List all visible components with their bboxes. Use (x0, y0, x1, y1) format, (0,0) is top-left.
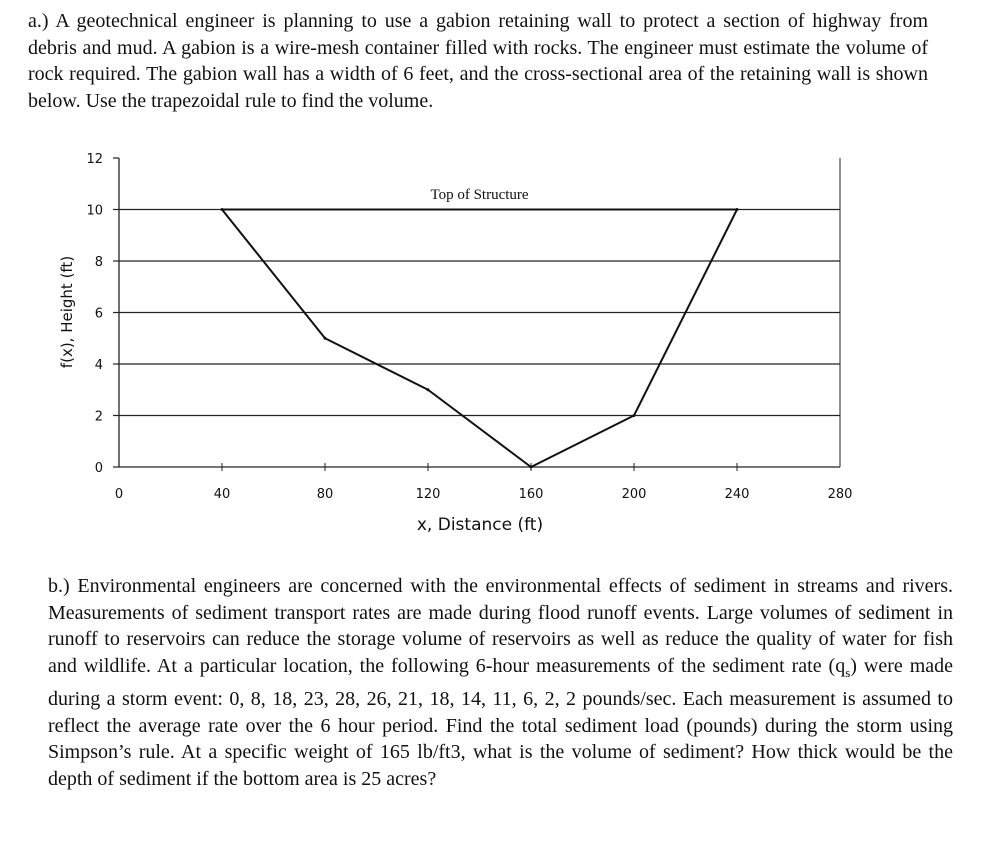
top-of-structure-label: Top of Structure (430, 187, 529, 204)
y-tick-label: 2 (94, 409, 103, 425)
profile-point (633, 414, 636, 417)
x-tick-label: 80 (316, 487, 334, 502)
x-tick-label: 240 (724, 487, 750, 502)
y-axis-title: f(x), Height (ft) (58, 255, 76, 369)
x-tick-label: 120 (415, 487, 441, 502)
part-b-intro: b.) Environmental engineers are concerned with the environmental effects of sediment in streams and rivers. Measurements of sediment transport rates are made during flood runoff events. Large volumes of sediment in runoff to reservoirs can reduce the storage volume of reservoirs as well as reduce the quality of water for fish and wildlife. At a particular location, the following 6-hour measurements of the sediment rate (q (48, 575, 953, 677)
y-tick-label: 10 (86, 203, 103, 219)
x-tick-label: 160 (518, 487, 544, 502)
profile-point (324, 337, 327, 340)
x-tick-label: 200 (621, 487, 647, 502)
part-b-paragraph (48, 573, 953, 792)
profile-point (736, 208, 739, 211)
part-b-rest: ) were made during a storm event: 0, 8, 18, 23, 28, 26, 21, 18, 14, 11, 6, 2, 2 pounds/sec. Each measurement is assumed to reflect the average rate over the 6 hour period. Find the total sediment load (pounds) during the storm using Simpson’s rule. At a specific weight of 165 lb/ft3, what is the volume of sediment? How thick would be the depth of sediment if the bottom area is 25 acres? (48, 654, 954, 790)
y-tick-label: 12 (86, 152, 103, 167)
y-tick-label: 0 (94, 461, 103, 476)
profile-segment (222, 210, 325, 339)
x-tick-label: 0 (114, 487, 124, 502)
profile-point (530, 466, 533, 469)
profile-segment (531, 416, 634, 468)
y-tick-label: 8 (94, 255, 103, 270)
part-b-subscript: s (845, 664, 851, 680)
y-tick-label: 6 (94, 306, 103, 322)
profile-segment (428, 390, 531, 467)
x-axis-title: x, Distance (ft) (416, 515, 544, 535)
profile-point (221, 208, 224, 211)
profile-point (427, 388, 430, 391)
x-tick-label: 280 (827, 487, 853, 502)
x-tick-label: 40 (213, 487, 231, 502)
part-a-paragraph: a.) A geotechnical engineer is planning to use a gabion retaining wall to protect a section of highway from debris and mud. A gabion is a wire-mesh container filled with rocks. The engineer must estimate the volume of rock required. The gabion wall has a width of 6 feet, and the cross-sectional area of the retaining wall is shown below. Use the trapezoidal rule to find the volume. (28, 10, 928, 112)
y-tick-label: 4 (94, 358, 103, 373)
